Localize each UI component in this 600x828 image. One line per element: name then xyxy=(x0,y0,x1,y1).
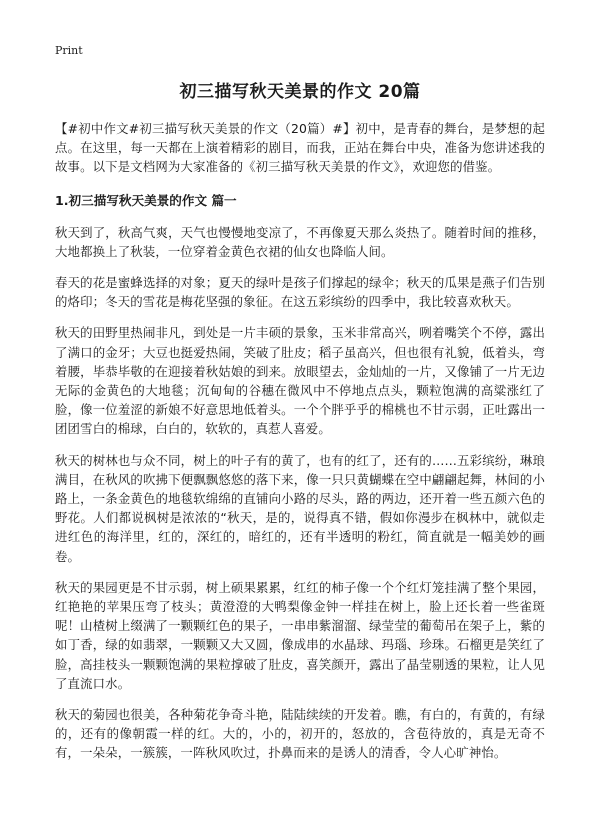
body-paragraph: 秋天的树林也与众不同，树上的叶子有的黄了，也有的红了，还有的……五彩缤纷，琳琅满目，在秋风的吹拂下便飘飘悠悠的落下来，像一只只黄蝴蝶在空中翩翩起舞，林间的小路上，一条金黄色的地毯软绵绵的直铺向小路的尽头，路的两边，还开着一些五颜六色的野花。人们都说枫树是浓浓的“秋天，是的，说得真不错，假如你漫步在枫林中，就似走进红色的海洋里，红的，深红的，暗红的，还有半透明的粉红，简直就是一幅美妙的画卷。 xyxy=(55,452,545,564)
document-body xyxy=(55,119,545,775)
section-heading: 1.初三描写秋天美景的作文 篇一 xyxy=(55,192,237,208)
body-paragraph: 秋天的菊园也很美，各种菊花争奇斗艳，陆陆续续的开发着。瞧，有白的，有黄的，有绿的，还有的像朝霞一样的红。大的，小的，初开的，怒放的，含苞待放的，真是无奇不有，一朵朵，一簇簇，一阵秋风吹过，扑鼻而来的是诱人的清香，令人心旷神怡。 xyxy=(55,707,545,761)
document-title: 初三描写秋天美景的作文 20篇 xyxy=(179,82,421,102)
print-link[interactable]: Print xyxy=(55,44,83,57)
body-paragraph: 秋天到了，秋高气爽，天气也慢慢地变凉了，不再像夏天那么炎热了。随着时间的推移，大地都换上了秋装，一位穿着金黄色衣裙的仙女也降临人间。 xyxy=(55,224,545,259)
body-paragraph: 春天的花是蜜蜂选择的对象；夏天的绿叶是孩子们撑起的绿伞；秋天的瓜果是燕子们告别的烙印；冬天的雪花是梅花坚强的象征。在这五彩缤纷的四季中，我比较喜欢秋天。 xyxy=(55,275,545,310)
body-paragraph: 秋天的田野里热闹非凡，到处是一片丰硕的景象，玉米非常高兴，咧着嘴笑个不停，露出了满口的金牙；大豆也挺爱热闹，笑破了肚皮；稻子虽高兴，但也很有礼貌，低着头，弯着腰，毕恭毕敬的在迎接着秋姑娘的到来。放眼望去，金灿灿的一片，又像铺了一片无边无际的金黄色的大地毯；沉甸甸的谷穗在微风中不停地点点头，颗粒饱满的高粱涨红了脸，像一位羞涩的新娘不好意思地低着头。一个个胖乎乎的棉桃也不甘示弱，正吐露出一团团雪白的棉球，白白的，软软的，真惹人喜爱。 xyxy=(55,325,545,437)
body-paragraph: 秋天的果园更是不甘示弱，树上硕果累累，红红的柿子像一个个红灯笼挂满了整个果园，红艳艳的苹果压弯了枝头；黄澄澄的大鸭梨像金钟一样挂在树上，脸上还长着一些雀斑呢！山楂树上缀满了一颗颗红色的果子，一串串紫溜溜、绿莹莹的葡萄吊在架子上，紫的如丁香，绿的如翡翠，一颗颗又大又圆，像成串的水晶球、玛瑙、珍珠。石榴更是笑红了脸，高挂枝头一颗颗饱满的果粒撑破了肚皮，喜笑颜开，露出了晶莹剔透的果粒，让人见了直流口水。 xyxy=(55,579,545,691)
intro-paragraph: 【#初中作文#初三描写秋天美景的作文（20篇）#】初中，是青春的舞台，是梦想的起点。在这里，每一天都在上演着精彩的剧目，而我，正站在舞台中央，准备为您讲述我的故事。以下是文档网为大家准备的《初三描写秋天美景的作文》，欢迎您的借鉴。 xyxy=(55,121,545,175)
